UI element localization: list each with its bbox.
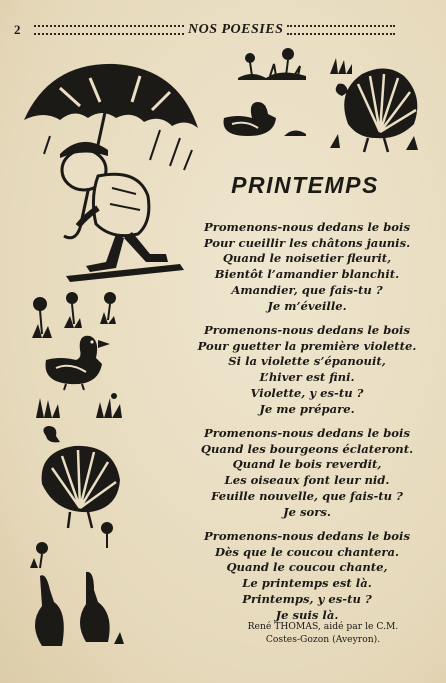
page-header	[14, 18, 434, 42]
poem-line: Feuille nouvelle, que fais-tu ?	[211, 488, 403, 503]
poem-line: Je suis là.	[275, 607, 339, 622]
turkey-icon	[36, 424, 126, 530]
poem-line: Pour guetter la première violette.	[197, 338, 417, 353]
duck-icon	[218, 96, 292, 142]
poem-line: Promenons-nous dedans le bois	[204, 426, 410, 441]
poem-line: Je me prépare.	[259, 401, 355, 416]
stanza-3	[196, 426, 418, 520]
poem-line: Si la violette s’épanouit,	[228, 354, 386, 369]
poem-line: Pour cueillir les châtons jaunis.	[203, 235, 411, 250]
poem-line: Les oiseaux font leur nid.	[224, 473, 390, 488]
poem-line: Quand le coucou chante,	[226, 560, 388, 575]
poem-line: Quand le bois reverdit,	[232, 457, 382, 472]
umbrella-child-illustration-icon	[20, 58, 200, 283]
flowers-icon	[94, 520, 120, 550]
poem-line: Promenons-nous dedans le bois	[204, 323, 410, 338]
poem-line: Bientôt l’amandier blanchit.	[214, 267, 400, 282]
poem-line: Promenons-nous dedans le bois	[204, 220, 410, 234]
flowers-icon	[28, 540, 58, 570]
poem-line: L’hiver est fini.	[259, 370, 355, 385]
poem-line: Le printemps est là.	[242, 576, 372, 591]
stanza-1	[196, 220, 418, 314]
stanza-4	[196, 529, 418, 623]
header-dotted-rule-right	[287, 25, 395, 35]
grass-tuft-icon	[282, 124, 308, 138]
poem-credit	[214, 620, 432, 646]
credit-author: René THOMAS, aidé par le C.M.	[247, 621, 399, 632]
header-dotted-rule-left	[34, 25, 184, 35]
page-number: 2	[14, 22, 21, 37]
poem-body	[196, 220, 418, 632]
rabbits-icon	[28, 568, 128, 648]
poem-line: Je sors.	[283, 504, 331, 519]
poem-line: Printemps, y es-tu ?	[242, 591, 372, 606]
section-title: NOS POESIES	[188, 22, 284, 37]
poem-line: Je m’éveille.	[267, 298, 347, 313]
stanza-2	[196, 323, 418, 417]
credit-location: Costes-Gozon (Aveyron).	[265, 634, 381, 645]
poem-line: Amandier, que fais-tu ?	[231, 282, 383, 297]
flowers-icon	[236, 48, 308, 82]
poem-title: PRINTEMPS	[231, 172, 379, 198]
turkey-icon	[328, 62, 424, 154]
poem-line: Quand les bourgeons éclateront.	[200, 441, 414, 456]
poem-line: Promenons-nous dedans le bois	[204, 529, 410, 544]
poem-line: Quand le noisetier fleurit,	[222, 251, 392, 266]
poem-line: Violette, y es-tu ?	[250, 385, 364, 400]
poem-line: Dès que le coucou chantera.	[214, 544, 400, 559]
grass-tuft-icon	[34, 392, 128, 422]
duck-icon	[42, 330, 116, 392]
